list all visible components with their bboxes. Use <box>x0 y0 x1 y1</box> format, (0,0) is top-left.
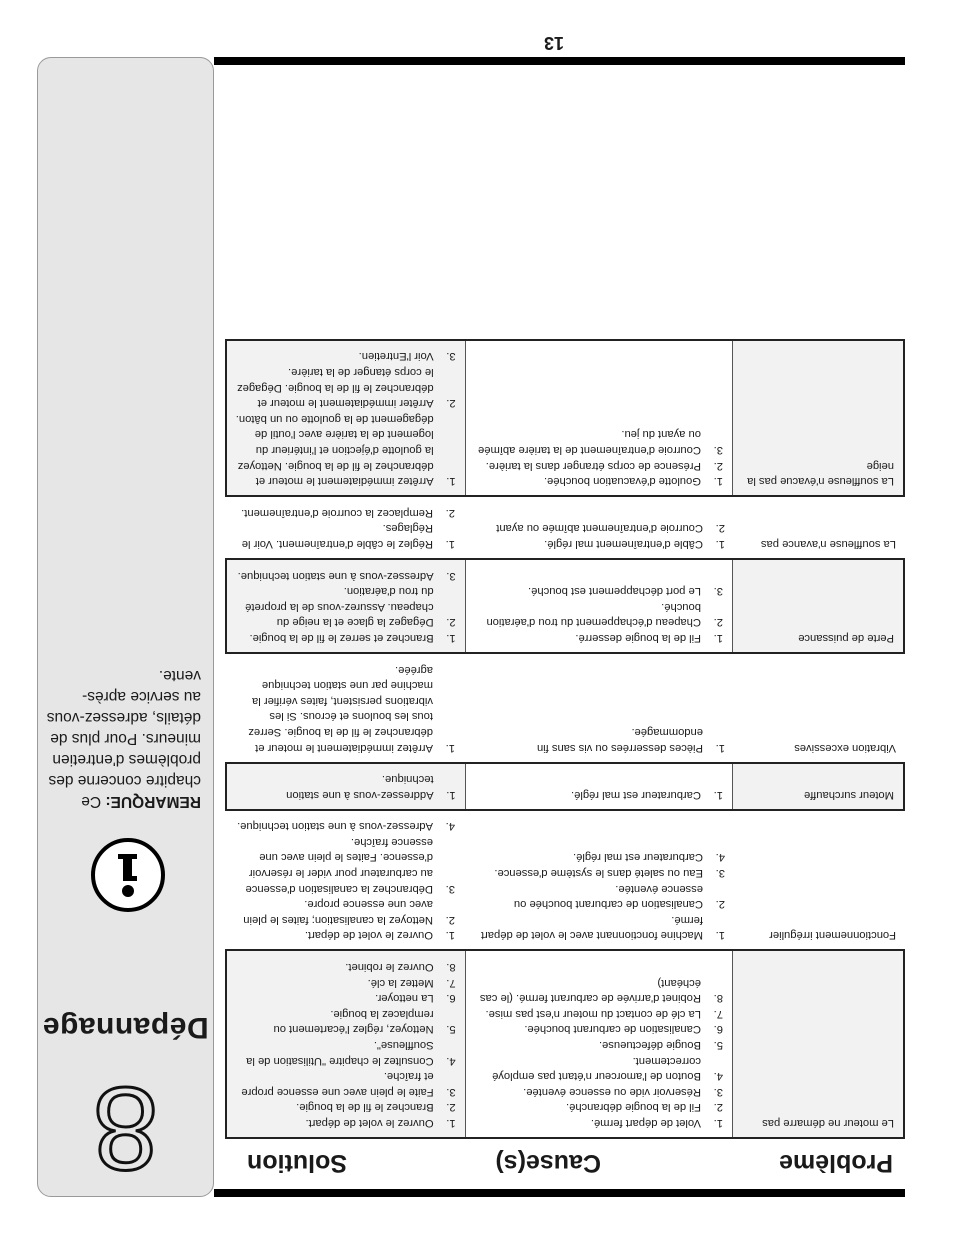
solution-item <box>234 771 456 802</box>
solution-item-text: Dégagez la glace et la neige du chapeau. Assurez-vous de la propreté du trou d'aération. <box>245 585 434 629</box>
solution-item <box>234 629 456 645</box>
cause-item-text: Chapeau d'échappement du trou d'aération bouché. <box>486 600 701 629</box>
cause-cell <box>465 951 733 1137</box>
cause-item <box>471 865 725 881</box>
cause-item-number: 3. <box>713 1085 723 1098</box>
cause-item <box>473 1083 723 1099</box>
cause-item-text: Robinet d'arrivée de carburant fermé. (le cas échéant) <box>479 976 701 1005</box>
solution-item-number: 2. <box>445 506 455 519</box>
cause-item <box>473 1114 723 1130</box>
cause-item-text: Le port déchappement est bouché. <box>528 585 701 598</box>
solution-item <box>234 958 456 974</box>
cause-cell <box>465 560 733 652</box>
cause-item-number: 8. <box>713 992 723 1005</box>
solution-item-number: 8. <box>446 961 456 974</box>
solution-item <box>232 833 455 895</box>
solution-cell <box>225 811 464 950</box>
solution-item-number: 3. <box>446 350 456 363</box>
problem-cell: Fonctionnement irrégulier <box>769 929 896 942</box>
cause-item <box>471 911 725 942</box>
troubleshooting-table <box>225 339 905 1139</box>
cause-item-number: 2. <box>713 459 723 472</box>
header-problem: Problème <box>779 1149 893 1177</box>
solution-item-text: Débranchez la canalisation d'essence au carburateur pour vider le réservoir d'essence. Faites le plein avec une essence fraîche. <box>245 835 433 895</box>
header-solution: Solution <box>247 1149 347 1177</box>
cause-item <box>473 1021 723 1037</box>
solution-item-text: Addressez-vous à une station technique. <box>286 773 434 801</box>
problem-cell: Le moteur ne démarre pas <box>733 951 903 1137</box>
solution-item-text: Nettoyez la canalisation; faites le plein avec une essence propre. <box>243 898 433 926</box>
problem-cell: La souffleuse n'avance pas <box>760 538 896 550</box>
solution-item <box>234 583 456 630</box>
cause-item-number: 6. <box>713 1023 723 1036</box>
solution-item-text: Adressez-vous à une station technique. <box>237 820 433 833</box>
cause-item-text: Fil de la bougie débranché. <box>566 1101 701 1114</box>
solution-item-number: 1. <box>445 741 455 754</box>
solution-item-number: 2. <box>446 397 456 410</box>
cause-item-text: Volet de départ fermé. <box>590 1117 701 1129</box>
solution-item-number: 2. <box>446 1101 456 1114</box>
solution-item-text: Ouvrez le volet de départ. <box>304 929 433 942</box>
cause-item <box>471 880 725 911</box>
cause-item <box>473 583 723 599</box>
solution-item <box>232 818 455 834</box>
cause-item <box>473 598 723 629</box>
cause-item-text: Goulotte d'évacuation bouchée. <box>543 475 701 488</box>
cause-item-number: 1. <box>713 631 723 644</box>
table-row <box>225 497 905 558</box>
cause-item <box>473 1052 723 1083</box>
cause-item-number: 2. <box>713 616 723 629</box>
solution-item-text: Arrêtez immédiatement le moteur et débranchez le fil de la bougie. Serrez tous les boulons et écrous. Si les vibrations persistent, faites vérifier la machine par une station technique agréée. <box>248 663 433 754</box>
cause-item-number: 2. <box>713 1101 723 1114</box>
cause-item-number: 4. <box>715 851 725 864</box>
cause-item <box>471 723 725 754</box>
cause-item-number: 1. <box>715 538 725 550</box>
solution-item-text: Remplacez la courroie d'entraînement. <box>241 506 433 519</box>
solution-item-text: Consultez le chapitre "Utilisation de la Souffleuse". <box>246 1039 434 1067</box>
solution-item-text: Arrêtez immédiatement le moteur et débranchez le fil de la bougie. Nettoyez la goulotte d'éjection et l'intérieur du logement de la tarière avec l'outil de dégagement de la goulotte ou un bâton. <box>235 412 434 488</box>
cause-item <box>473 473 723 489</box>
solution-item-number: 7. <box>446 976 456 989</box>
cause-item-number: 4. <box>713 1070 723 1083</box>
solution-cell <box>225 654 464 762</box>
solution-item-number: 3. <box>446 1085 456 1098</box>
solution-cell <box>227 764 465 809</box>
cause-item-number: 5. <box>713 1039 723 1052</box>
solution-item-text: Voir l'Entretien. <box>358 350 434 363</box>
solution-item-text: Adressez-vous à une station technique. <box>237 569 434 582</box>
cause-item <box>473 1036 723 1052</box>
cause-cell <box>464 811 734 950</box>
solution-item-number: 1. <box>445 929 455 942</box>
cause-item-number: 3. <box>713 444 723 457</box>
cause-item-number: 3. <box>713 585 723 598</box>
solution-item <box>234 348 456 364</box>
cause-item <box>473 786 723 802</box>
solution-item-number: 1. <box>446 631 456 644</box>
cause-item-text: Bouton de l'amorceur n'étant pas employé correctement. <box>492 1054 701 1083</box>
solution-item-number: 1. <box>446 475 456 488</box>
solution-item-text: Mettez la clé. <box>367 976 434 989</box>
solution-item-text: Faite le plein avec une essence propre et fraîche. <box>241 1070 434 1098</box>
cause-item-number: 1. <box>713 788 723 801</box>
solution-item <box>234 1099 456 1115</box>
solution-item-text: Ouvrez le robinet. <box>345 961 434 974</box>
solution-item <box>232 927 455 943</box>
chapter-title: Dépannage <box>42 1011 209 1044</box>
solution-item-number: 5. <box>446 1023 456 1036</box>
cause-cell <box>464 497 734 558</box>
solution-item <box>234 1036 456 1067</box>
solution-cell <box>227 951 465 1137</box>
info-icon <box>91 838 165 912</box>
cause-item-number: 1. <box>715 929 725 942</box>
solution-item-number: 1. <box>446 788 456 801</box>
solution-item <box>234 567 456 583</box>
solution-item <box>232 504 455 520</box>
cause-item-text: Carburateur est mal réglé. <box>573 851 703 864</box>
cause-item-text: Machine fonctionnant avec le volet de départ fermé. <box>480 913 703 942</box>
cause-item-text: La clé de contact du moteur n'est pas mise. <box>485 1007 701 1020</box>
problem-cell: La souffleuse n'évacue pas la neige <box>733 341 903 495</box>
solution-item-text: La nettoyer. <box>375 992 434 1005</box>
problem-cell: Vibration excessives <box>794 741 896 754</box>
solution-item-number: 4. <box>446 1054 456 1067</box>
cause-item-number: 1. <box>713 475 723 488</box>
problem-cell: Moteur surchauffe <box>733 764 903 809</box>
cause-item <box>471 535 725 551</box>
cause-item-text: Eau ou saleté dans le système d'essence. <box>494 867 703 880</box>
cause-item <box>473 974 723 1005</box>
solution-item <box>234 363 456 410</box>
solution-item-number: 1. <box>446 1117 456 1129</box>
cause-item-text: Pièces desserrées ou vis sans fin endommagée. <box>536 725 703 754</box>
solution-item-number: 2. <box>445 913 455 926</box>
solution-item <box>234 1005 456 1036</box>
cause-item-text: Carburateur est mal réglé. <box>571 788 701 801</box>
cause-item-text: Câble d'entraînement mal réglé. <box>544 538 703 550</box>
solution-item <box>234 1068 456 1099</box>
solution-item <box>234 990 456 1006</box>
table-row <box>225 762 905 811</box>
solution-item-number: 6. <box>446 992 456 1005</box>
solution-item <box>232 661 455 755</box>
solution-item-number: 2. <box>446 616 456 629</box>
solution-cell <box>227 560 465 652</box>
cause-item <box>473 426 723 457</box>
chapter-sidebar <box>37 57 214 1197</box>
chapter-number: 8 <box>92 1062 159 1194</box>
cause-item-text: Courroie d'entraînement abîmée ou ayant <box>496 522 703 535</box>
solution-item <box>232 520 455 551</box>
cause-item <box>471 520 725 536</box>
bottom-rule <box>214 57 905 65</box>
table-row <box>225 949 905 1139</box>
top-rule <box>214 1189 905 1197</box>
solution-cell <box>227 341 465 495</box>
table-row <box>225 339 905 497</box>
cause-item-number: 2. <box>715 522 725 535</box>
page-number: 13 <box>543 33 565 53</box>
table-row <box>225 654 905 762</box>
solution-item <box>234 1114 456 1130</box>
solution-item-text: Réglez le câble d'entraînement. Voir le Réglages. <box>241 522 433 550</box>
note-label: REMARQUE: <box>105 793 201 810</box>
solution-item-number: 3. <box>445 882 455 895</box>
cause-item <box>473 1099 723 1115</box>
cause-item-number: 2. <box>715 898 725 911</box>
solution-item-number: 1. <box>445 538 455 550</box>
cause-item-text: Présence de corps étranger dans la tarière. <box>485 459 701 472</box>
solution-item-text: Ouvrez le volet de départ. <box>305 1117 434 1129</box>
solution-item <box>234 410 456 488</box>
problem-cell: Perte de puissance <box>733 560 903 652</box>
cause-item <box>471 849 725 865</box>
cause-cell <box>464 654 734 762</box>
solution-item-text: Branchez le fil de la bougie. <box>296 1101 434 1114</box>
cause-item <box>473 629 723 645</box>
solution-item-number: 4. <box>445 820 455 833</box>
table-row <box>225 558 905 654</box>
cause-item-text: Bougie défectueuse. <box>598 1039 701 1052</box>
cause-item-number: 3. <box>715 867 725 880</box>
solution-item <box>234 974 456 990</box>
cause-cell <box>465 764 733 809</box>
solution-item <box>232 896 455 927</box>
solution-item-number: 3. <box>446 569 456 582</box>
cause-item-text: Canalisation de carburant bouchée. <box>524 1023 701 1036</box>
cause-item-text: Courroie d'entraînement de la tarière abîmée ou ayant du jeu. <box>478 428 701 457</box>
solution-item-text: Branchez et serrez le fil de la bougie. <box>249 631 434 644</box>
cause-item <box>473 457 723 473</box>
cause-item-number: 7. <box>713 1007 723 1020</box>
header-cause: Cause(s) <box>495 1149 601 1177</box>
table-row <box>225 811 905 950</box>
note-text: Ce chapitre concerne des problèmes d'entretien mineurs. Pour plus de détails, adressez-vous au service après-vente. <box>46 667 201 810</box>
solution-item-text: Nettoyez, réglez l'écartement ou remplacez la bougie. <box>273 1007 434 1036</box>
cause-item-text: Réservoir vide ou essence éventée. <box>523 1085 701 1098</box>
cause-cell <box>465 341 733 495</box>
note <box>41 665 201 812</box>
cause-item-number: 1. <box>715 741 725 754</box>
cause-item-text: Fil de la bougie desserré. <box>575 631 701 644</box>
cause-item-number: 1. <box>713 1117 723 1129</box>
solution-cell <box>225 497 464 558</box>
cause-item-text: Canalisation de carburant bouchée ou essence éventée. <box>513 882 703 911</box>
solution-item-text: Arrêter immédiatement le moteur et débranchez le fil de la bougie. Dégagez le corps étanger de la tarière. <box>237 366 434 410</box>
table-header <box>214 1139 905 1177</box>
cause-item <box>473 1005 723 1021</box>
